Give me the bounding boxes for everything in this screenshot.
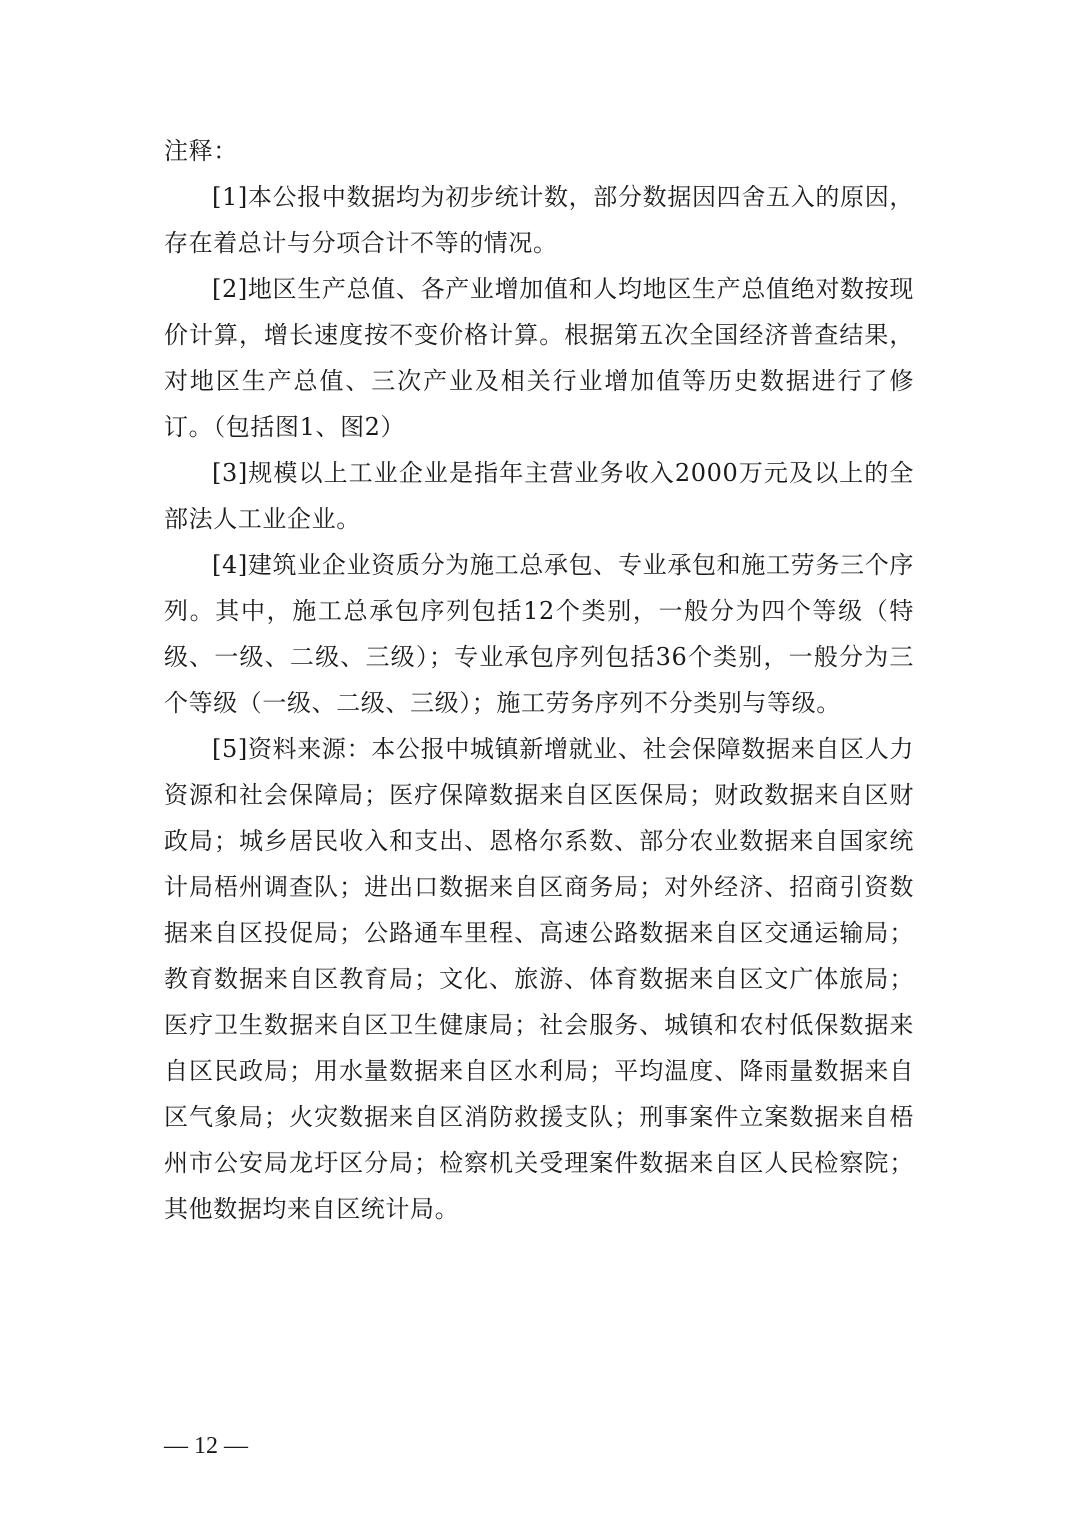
notes-heading: 注释：: [164, 137, 238, 165]
note-4: [4]建筑业企业资质分为施工总承包、专业承包和施工劳务三个序列。其中，施工总承包序列包括12个类别，一般分为四个等级（特级、一级、二级、三级）；专业承包序列包括36个类别，一般分为三个等级（一级、二级、三级）；施工劳务序列不分类别与等级。: [164, 551, 914, 717]
page-number: — 12 —: [164, 1433, 248, 1459]
note-5: [5]资料来源：本公报中城镇新增就业、社会保障数据来自区人力资源和社会保障局；医疗保障数据来自区医保局；财政数据来自区财政局；城乡居民收入和支出、恩格尔系数、部分农业数据来自国家统计局梧州调查队；进出口数据来自区商务局；对外经济、招商引资数据来自区投促局；公路通车里程、高速公路数据来自区交通运输局；教育数据来自区教育局；文化、旅游、体育数据来自区文广体旅局；医疗卫生数据来自区卫生健康局；社会服务、城镇和农村低保数据来自区民政局；用水量数据来自区水利局；平均温度、降雨量数据来自区气象局；火灾数据来自区消防救援支队；刑事案件立案数据来自梧州市公安局龙圩区分局；检察机关受理案件数据来自区人民检察院；其他数据均来自区统计局。: [164, 735, 914, 1223]
notes-section: [164, 128, 914, 1232]
note-3: [3]规模以上工业企业是指年主营业务收入2000万元及以上的全部法人工业企业。: [164, 459, 914, 533]
note-1: [1]本公报中数据均为初步统计数，部分数据因四舍五入的原因，存在着总计与分项合计不等的情况。: [164, 183, 914, 257]
note-2: [2]地区生产总值、各产业增加值和人均地区生产总值绝对数按现价计算，增长速度按不变价格计算。根据第五次全国经济普查结果，对地区生产总值、三次产业及相关行业增加值等历史数据进行了修订。（包括图1、图2）: [164, 275, 914, 441]
